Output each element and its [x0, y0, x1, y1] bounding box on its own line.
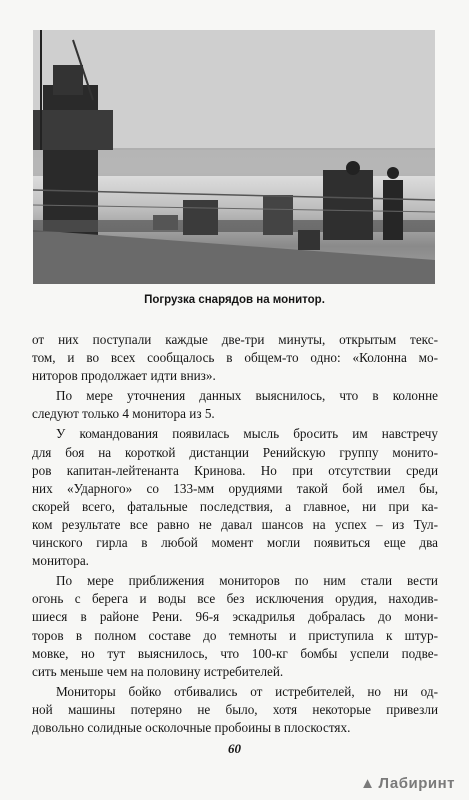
text-line: торов в полном составе до темноты и приступила к штур-	[32, 627, 438, 643]
text-line: Мониторы бойко отбивались от истребителей, но ни од-	[56, 683, 438, 699]
photo-caption: Погрузка снарядов на монитор.	[144, 294, 325, 306]
text-line: По мере уточнения данных выяснилось, что в колонне	[56, 388, 438, 404]
text-line: следуют только 4 монитора из 5.	[32, 406, 215, 422]
paragraph	[32, 387, 438, 423]
text-line: ком результате все равно не давал шансов на успех – из Тул-	[32, 516, 438, 532]
text-line: ниторов продолжает идти вниз».	[32, 368, 216, 384]
watermark	[360, 775, 455, 792]
page-number: 60	[228, 741, 241, 756]
paragraph	[32, 572, 438, 681]
text-line: от них поступали каждые две-три минуты, открытым текс-	[32, 332, 438, 347]
paragraph	[32, 683, 438, 737]
text-line: сить меньше чем на половину истребителей.	[32, 663, 284, 679]
paragraph	[32, 425, 438, 570]
ship-photo	[33, 30, 435, 284]
text-line: У командования появилась мысль бросить им навстречу	[56, 426, 438, 442]
text-line: них «Ударного» со 133-мм орудиями такой бой имел бы,	[32, 480, 438, 496]
body-text	[32, 331, 438, 737]
text-line: скорей всего, фатальные последствия, а главное, ни при ка-	[32, 498, 438, 514]
text-line: монитора.	[32, 553, 89, 569]
text-line: довольно солидные осколочные пробоины в плоскостях.	[32, 719, 351, 735]
paragraph	[32, 331, 438, 385]
text-line: для боя на короткой дистанции Ренийскую группу монито-	[32, 444, 438, 460]
labyrinth-logo-icon: ▲	[360, 775, 376, 792]
text-line: чинского гирла в любой момент могли появиться еще два	[32, 535, 438, 551]
text-line: том, и во всех сообщалось в общем-то одно: «Колонна мо-	[32, 350, 438, 366]
text-line: мовке, но тут выяснилось, что 100-кг бомбы успели подве-	[32, 645, 438, 661]
text-line: огонь с берега и воды все без исключения орудия, находив-	[32, 591, 438, 607]
text-line: По мере приближения мониторов по ним стали вести	[56, 573, 438, 589]
watermark-text: Лабиринт	[378, 775, 455, 792]
text-line: ной машины потеряно не было, хотя некоторые привезли	[32, 701, 438, 717]
text-line: ров капитан-лейтенанта Кринова. Но при отсутствии среди	[32, 462, 438, 478]
text-line: шиеся в районе Рени. 96-я эскадрилья добралась до мони-	[32, 609, 438, 625]
